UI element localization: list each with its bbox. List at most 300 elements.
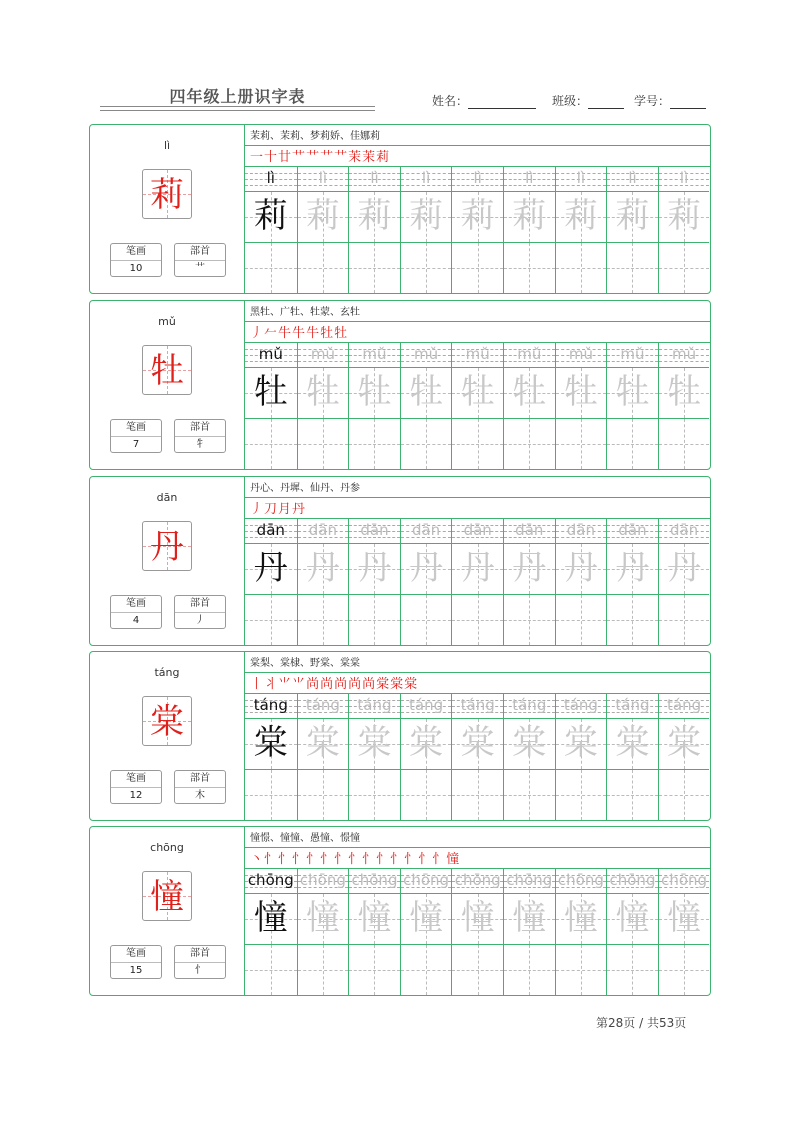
- pinyin-cell[interactable]: [607, 167, 658, 191]
- writing-cell[interactable]: [349, 944, 400, 995]
- stroke-step: 茉: [362, 150, 376, 165]
- pinyin-cell[interactable]: [401, 694, 452, 718]
- writing-cell[interactable]: [349, 418, 400, 469]
- writing-cell[interactable]: [556, 594, 607, 645]
- radical-value: 木: [195, 790, 205, 801]
- stroke-order: [250, 848, 460, 868]
- practice-column: [658, 869, 710, 995]
- character-box: [142, 345, 192, 395]
- pinyin-cell[interactable]: [659, 167, 710, 191]
- character-glyph: 憧: [150, 877, 184, 917]
- pinyin-cell[interactable]: [659, 869, 710, 893]
- trace-cell[interactable]: [607, 191, 658, 242]
- trace-character: 牡: [357, 372, 392, 412]
- word-list: 茉莉、茉莉、梦莉娇、佳娜莉: [250, 131, 380, 142]
- trace-cell[interactable]: [298, 543, 349, 594]
- trace-cell[interactable]: [245, 718, 297, 769]
- writing-cell[interactable]: [245, 418, 297, 469]
- pinyin-cell[interactable]: [504, 167, 555, 191]
- pinyin-text: táng: [667, 696, 702, 714]
- trace-character: 棠: [667, 723, 702, 763]
- pinyin-text: táng: [460, 696, 495, 714]
- pinyin-text: dān: [308, 521, 337, 539]
- stroke-step: ⺌: [278, 677, 292, 692]
- word-list: 丹心、丹墀、仙丹、丹参: [250, 483, 360, 494]
- radical-label: 部首: [175, 244, 225, 261]
- trace-character: 棠: [615, 723, 650, 763]
- pinyin-cell[interactable]: [659, 519, 710, 543]
- pinyin-cell[interactable]: [452, 167, 503, 191]
- writing-cell[interactable]: [504, 242, 555, 293]
- practice-column: [658, 694, 710, 820]
- trace-character: 憧: [615, 898, 650, 938]
- pinyin-cell[interactable]: [556, 167, 607, 191]
- trace-cell[interactable]: [245, 191, 297, 242]
- trace-cell[interactable]: [349, 191, 400, 242]
- writing-cell[interactable]: [298, 944, 349, 995]
- stroke-step: 忄: [306, 852, 320, 867]
- pinyin-cell[interactable]: [245, 519, 297, 543]
- pinyin-cell[interactable]: [607, 519, 658, 543]
- stroke-step: 𠂉: [264, 326, 278, 341]
- writing-cell[interactable]: [607, 769, 658, 820]
- trace-cell[interactable]: [349, 893, 400, 944]
- pinyin-cell[interactable]: [245, 869, 297, 893]
- pinyin-cell[interactable]: [401, 343, 452, 367]
- stroke-step: 艹: [306, 150, 320, 165]
- writing-cell[interactable]: [401, 242, 452, 293]
- pinyin-text: mǔ: [310, 345, 335, 363]
- practice-column: [606, 694, 658, 820]
- stroke-step: 刀: [264, 502, 278, 517]
- trace-character: 丹: [357, 548, 392, 588]
- practice-column: [451, 167, 503, 293]
- writing-cell[interactable]: [504, 594, 555, 645]
- pinyin-cell[interactable]: [556, 694, 607, 718]
- practice-column: [297, 694, 349, 820]
- trace-cell[interactable]: [556, 191, 607, 242]
- class-blank[interactable]: [588, 96, 624, 109]
- number-blank[interactable]: [670, 96, 706, 109]
- trace-character: 牡: [460, 372, 495, 412]
- stroke-count-value: 4: [132, 615, 140, 626]
- writing-cell[interactable]: [452, 242, 503, 293]
- pinyin-cell[interactable]: [452, 519, 503, 543]
- trace-character: 丹: [563, 548, 598, 588]
- stroke-step: 丿: [250, 326, 264, 341]
- stroke-step: 丨: [250, 677, 264, 692]
- class-field[interactable]: [552, 92, 624, 109]
- writing-cell[interactable]: [607, 944, 658, 995]
- trace-cell[interactable]: [504, 893, 555, 944]
- pinyin-cell[interactable]: [245, 167, 297, 191]
- pinyin-cell[interactable]: [452, 694, 503, 718]
- radical-label: 部首: [175, 420, 225, 437]
- pinyin-text: táng: [563, 696, 598, 714]
- trace-character: 憧: [357, 898, 392, 938]
- stroke-step: 忄: [320, 852, 334, 867]
- pinyin-cell[interactable]: [349, 519, 400, 543]
- character-pinyin: lì: [163, 139, 171, 152]
- trace-cell[interactable]: [607, 718, 658, 769]
- stroke-step: ⺌: [292, 677, 306, 692]
- stroke-step: 忄: [404, 852, 418, 867]
- number-field[interactable]: [634, 92, 706, 109]
- trace-cell[interactable]: [245, 893, 297, 944]
- pinyin-cell[interactable]: [452, 343, 503, 367]
- trace-character: 丹: [615, 548, 650, 588]
- character-pinyin: táng: [154, 666, 180, 679]
- trace-character: 莉: [563, 196, 598, 236]
- pinyin-cell[interactable]: [349, 343, 400, 367]
- pinyin-cell[interactable]: [401, 869, 452, 893]
- practice-column: [658, 167, 710, 293]
- stroke-count-value: 7: [132, 439, 140, 450]
- trace-character: 憧: [563, 898, 598, 938]
- pinyin-text: chōng: [454, 871, 501, 889]
- practice-column: [400, 694, 452, 820]
- writing-cell[interactable]: [298, 242, 349, 293]
- trace-cell[interactable]: [452, 893, 503, 944]
- stroke-step: 棠: [390, 677, 404, 692]
- trace-cell[interactable]: [659, 718, 710, 769]
- pinyin-text: mǔ: [568, 345, 593, 363]
- writing-cell[interactable]: [556, 944, 607, 995]
- trace-character: 憧: [512, 898, 547, 938]
- trace-cell[interactable]: [401, 718, 452, 769]
- class-label: 班级：: [552, 94, 589, 108]
- writing-cell[interactable]: [298, 594, 349, 645]
- trace-cell[interactable]: [504, 718, 555, 769]
- trace-character: 憧: [667, 898, 702, 938]
- pinyin-text: táng: [305, 696, 340, 714]
- pinyin-text: mǔ: [465, 345, 490, 363]
- stroke-step: 忄: [432, 852, 446, 867]
- name-blank[interactable]: [468, 96, 536, 109]
- pinyin-cell[interactable]: [298, 869, 349, 893]
- pinyin-cell[interactable]: [556, 869, 607, 893]
- trace-cell[interactable]: [452, 367, 503, 418]
- writing-cell[interactable]: [349, 769, 400, 820]
- trace-cell[interactable]: [298, 718, 349, 769]
- stroke-count-value: 15: [129, 965, 143, 976]
- pinyin-text: mǔ: [258, 345, 283, 363]
- practice-column: [297, 519, 349, 645]
- writing-cell[interactable]: [607, 594, 658, 645]
- writing-cell[interactable]: [298, 418, 349, 469]
- trace-character: 棠: [357, 723, 392, 763]
- pinyin-text: chōng: [609, 871, 656, 889]
- pinyin-text: chōng: [661, 871, 708, 889]
- pinyin-cell[interactable]: [659, 343, 710, 367]
- pinyin-cell[interactable]: [298, 519, 349, 543]
- character-card: [89, 476, 711, 646]
- practice-grid: [245, 519, 710, 645]
- practice-column: [297, 869, 349, 995]
- practice-column: [451, 343, 503, 469]
- trace-cell[interactable]: [556, 543, 607, 594]
- trace-cell[interactable]: [349, 367, 400, 418]
- trace-character: 憧: [409, 898, 444, 938]
- pinyin-cell[interactable]: [349, 869, 400, 893]
- practice-column: [555, 519, 607, 645]
- character-info: [90, 827, 245, 995]
- trace-cell[interactable]: [452, 191, 503, 242]
- trace-cell[interactable]: [298, 367, 349, 418]
- stroke-count-label: 笔画: [111, 244, 161, 261]
- pinyin-text: dān: [411, 521, 441, 539]
- practice-column: [348, 694, 400, 820]
- stroke-step: 牛: [278, 326, 292, 341]
- character-card: [89, 124, 711, 294]
- trace-character: 莉: [667, 196, 702, 236]
- stroke-step: 艹: [334, 150, 348, 165]
- trace-character: 丹: [667, 548, 702, 588]
- pinyin-cell[interactable]: [452, 869, 503, 893]
- trace-character: 莉: [409, 196, 444, 236]
- writing-cell[interactable]: [452, 418, 503, 469]
- pinyin-text: mǔ: [672, 345, 697, 363]
- trace-cell[interactable]: [659, 191, 710, 242]
- stroke-order: [250, 498, 306, 518]
- trace-cell[interactable]: [401, 367, 452, 418]
- pinyin-cell[interactable]: [349, 167, 400, 191]
- pinyin-cell[interactable]: [607, 343, 658, 367]
- pinyin-text: chōng: [299, 871, 346, 889]
- practice-column: [658, 343, 710, 469]
- pinyin-text: lì: [679, 169, 689, 187]
- trace-cell[interactable]: [452, 543, 503, 594]
- trace-cell[interactable]: [607, 893, 658, 944]
- practice-column: [658, 519, 710, 645]
- pinyin-cell[interactable]: [556, 343, 607, 367]
- writing-cell[interactable]: [298, 769, 349, 820]
- writing-cell[interactable]: [349, 242, 400, 293]
- character-glyph: 牡: [150, 351, 184, 391]
- character-card: [89, 300, 711, 470]
- character-glyph: 莉: [150, 175, 184, 215]
- practice-column: [555, 343, 607, 469]
- trace-character: 憧: [253, 898, 288, 938]
- writing-cell[interactable]: [556, 242, 607, 293]
- character-box: [142, 521, 192, 571]
- number-label: 学号：: [634, 94, 671, 108]
- character-box: [142, 169, 192, 219]
- practice-column: [400, 869, 452, 995]
- writing-cell[interactable]: [659, 594, 710, 645]
- trace-character: 牡: [305, 372, 340, 412]
- practice-column: [245, 869, 297, 995]
- practice-column: [503, 694, 555, 820]
- practice-column: [348, 519, 400, 645]
- pinyin-cell[interactable]: [245, 694, 297, 718]
- radical-value: 牜: [195, 439, 205, 450]
- stroke-step: 十: [264, 150, 278, 165]
- title-underline: [100, 106, 375, 111]
- writing-cell[interactable]: [245, 944, 297, 995]
- pinyin-text: lì: [473, 169, 482, 187]
- practice-column: [400, 343, 452, 469]
- practice-column: [400, 167, 452, 293]
- trace-cell[interactable]: [245, 367, 297, 418]
- writing-cell[interactable]: [556, 418, 607, 469]
- pinyin-cell[interactable]: [607, 694, 658, 718]
- trace-cell[interactable]: [452, 718, 503, 769]
- stroke-step: 忄: [418, 852, 432, 867]
- writing-cell[interactable]: [245, 242, 297, 293]
- trace-cell[interactable]: [659, 893, 710, 944]
- practice-column: [348, 343, 400, 469]
- writing-cell[interactable]: [504, 944, 555, 995]
- radical-box: [174, 243, 226, 277]
- writing-cell[interactable]: [245, 769, 297, 820]
- pinyin-cell[interactable]: [504, 343, 555, 367]
- stroke-count-label: 笔画: [111, 946, 161, 963]
- pinyin-cell[interactable]: [504, 694, 555, 718]
- trace-character: 牡: [409, 372, 444, 412]
- writing-cell[interactable]: [607, 242, 658, 293]
- pinyin-cell[interactable]: [349, 694, 400, 718]
- writing-cell[interactable]: [245, 594, 297, 645]
- stroke-step: 月: [278, 502, 292, 517]
- stroke-step: 忄: [334, 852, 348, 867]
- trace-cell[interactable]: [298, 893, 349, 944]
- writing-cell[interactable]: [401, 769, 452, 820]
- pinyin-text: lì: [421, 169, 431, 187]
- trace-cell[interactable]: [401, 893, 452, 944]
- pinyin-cell[interactable]: [401, 519, 452, 543]
- page-number: 第28页 / 共53页: [596, 1016, 687, 1030]
- trace-cell[interactable]: [298, 191, 349, 242]
- pinyin-cell[interactable]: [607, 869, 658, 893]
- trace-cell[interactable]: [607, 367, 658, 418]
- word-list: 棠梨、棠棣、野棠、棠棠: [250, 658, 360, 669]
- stroke-step: 丿: [250, 502, 264, 517]
- pinyin-text: táng: [357, 696, 392, 714]
- character-box: [142, 696, 192, 746]
- practice-column: [297, 167, 349, 293]
- trace-character: 棠: [512, 723, 547, 763]
- character-card: [89, 826, 711, 996]
- writing-cell[interactable]: [504, 769, 555, 820]
- pinyin-cell[interactable]: [504, 519, 555, 543]
- trace-cell[interactable]: [607, 543, 658, 594]
- radical-box: [174, 595, 226, 629]
- stroke-count-value: 10: [129, 263, 143, 274]
- stroke-step: 忄: [278, 852, 292, 867]
- writing-cell[interactable]: [659, 418, 710, 469]
- practice-column: [451, 694, 503, 820]
- trace-character: 牡: [615, 372, 650, 412]
- trace-character: 莉: [460, 196, 495, 236]
- trace-character: 丹: [409, 548, 444, 588]
- trace-character: 丹: [253, 548, 288, 588]
- pinyin-text: mǔ: [620, 345, 645, 363]
- practice-column: [245, 519, 297, 645]
- practice-column: [606, 167, 658, 293]
- trace-cell[interactable]: [504, 543, 555, 594]
- pinyin-cell[interactable]: [556, 519, 607, 543]
- stroke-step: 忄: [362, 852, 376, 867]
- stroke-count-label: 笔画: [111, 420, 161, 437]
- pinyin-cell[interactable]: [298, 343, 349, 367]
- writing-cell[interactable]: [401, 944, 452, 995]
- writing-cell[interactable]: [349, 594, 400, 645]
- trace-cell[interactable]: [245, 543, 297, 594]
- trace-cell[interactable]: [504, 191, 555, 242]
- trace-character: 牡: [667, 372, 702, 412]
- writing-cell[interactable]: [401, 594, 452, 645]
- writing-cell[interactable]: [452, 944, 503, 995]
- character-glyph: 丹: [150, 527, 184, 567]
- practice-column: [555, 167, 607, 293]
- stroke-count-box: [110, 945, 162, 979]
- radical-label: 部首: [175, 771, 225, 788]
- trace-cell[interactable]: [556, 893, 607, 944]
- stroke-step: 艹: [292, 150, 306, 165]
- pinyin-cell[interactable]: [659, 694, 710, 718]
- stroke-step: 牡: [334, 326, 348, 341]
- writing-cell[interactable]: [452, 594, 503, 645]
- pinyin-text: dān: [360, 521, 389, 539]
- trace-cell[interactable]: [504, 367, 555, 418]
- name-label: 姓名：: [432, 94, 469, 108]
- writing-cell[interactable]: [659, 242, 710, 293]
- pinyin-cell[interactable]: [298, 167, 349, 191]
- practice-column: [555, 694, 607, 820]
- writing-cell[interactable]: [556, 769, 607, 820]
- name-field[interactable]: [432, 92, 536, 109]
- stroke-step: 莉: [376, 150, 390, 165]
- pinyin-text: lì: [370, 169, 379, 187]
- writing-cell[interactable]: [607, 418, 658, 469]
- trace-character: 莉: [615, 196, 650, 236]
- writing-cell[interactable]: [452, 769, 503, 820]
- writing-cell[interactable]: [659, 944, 710, 995]
- trace-cell[interactable]: [659, 543, 710, 594]
- trace-cell[interactable]: [349, 718, 400, 769]
- radical-value: 艹: [195, 263, 205, 274]
- pinyin-text: dān: [463, 521, 492, 539]
- trace-cell[interactable]: [401, 543, 452, 594]
- writing-cell[interactable]: [401, 418, 452, 469]
- pinyin-text: táng: [253, 696, 288, 714]
- pinyin-cell[interactable]: [298, 694, 349, 718]
- practice-column: [555, 869, 607, 995]
- trace-cell[interactable]: [349, 543, 400, 594]
- stroke-count-label: 笔画: [111, 596, 161, 613]
- pinyin-cell[interactable]: [245, 343, 297, 367]
- pinyin-text: lì: [266, 169, 275, 187]
- trace-character: 棠: [253, 723, 288, 763]
- practice-column: [451, 869, 503, 995]
- pinyin-text: mǔ: [362, 345, 387, 363]
- practice-column: [606, 519, 658, 645]
- pinyin-text: dān: [669, 521, 699, 539]
- pinyin-cell[interactable]: [401, 167, 452, 191]
- stroke-order: [250, 322, 348, 342]
- stroke-step: 忄: [348, 852, 362, 867]
- pinyin-cell[interactable]: [504, 869, 555, 893]
- trace-cell[interactable]: [556, 718, 607, 769]
- trace-character: 牡: [563, 372, 598, 412]
- trace-cell[interactable]: [556, 367, 607, 418]
- pinyin-text: chōng: [557, 871, 604, 889]
- writing-cell[interactable]: [504, 418, 555, 469]
- trace-cell[interactable]: [659, 367, 710, 418]
- writing-cell[interactable]: [659, 769, 710, 820]
- trace-cell[interactable]: [401, 191, 452, 242]
